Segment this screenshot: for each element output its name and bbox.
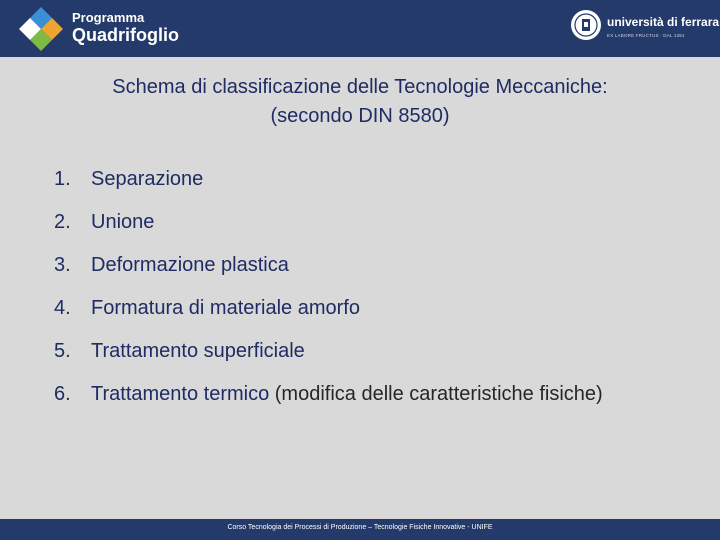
- list-item: [54, 379, 674, 409]
- list-item: [54, 293, 674, 323]
- university-name: università di ferrara: [607, 15, 720, 29]
- list-item-number: 4.: [54, 297, 71, 319]
- list-item-number: 1.: [54, 168, 71, 190]
- list-item-text: Deformazione plastica: [91, 254, 289, 276]
- list-item: [54, 164, 674, 194]
- list-item-extra-note: (modifica delle caratteristiche fisiche): [274, 383, 603, 405]
- list-item-text: Separazione: [91, 168, 204, 190]
- list-item: [54, 207, 674, 237]
- list-item-number: 6.: [54, 383, 71, 405]
- slide-title-line2: (secondo DIN 8580): [270, 105, 450, 127]
- list-item-number: 5.: [54, 340, 71, 362]
- four-leaf-logo-icon: [16, 4, 66, 54]
- footer-bar: [0, 519, 720, 540]
- list-item-text: Trattamento termico: [91, 383, 270, 405]
- list-item: [54, 250, 674, 280]
- list-item-text: Trattamento superficiale: [91, 340, 305, 362]
- list-item-text: Formatura di materiale amorfo: [91, 297, 360, 319]
- slide-title: [20, 73, 700, 131]
- programma-quadrifoglio-logo: [16, 4, 216, 54]
- logo-line-programma: Programma: [72, 10, 145, 25]
- footer-course-text: Corso Tecnologia dei Processi di Produzione – Tecnologie Fisiche Innovative - UNIFE: [227, 524, 493, 531]
- classification-list: [54, 164, 674, 422]
- list-item-number: 2.: [54, 211, 71, 233]
- university-tagline: EX LABORE FRUCTUS · DAL 1391: [607, 33, 685, 38]
- university-seal-icon: [570, 9, 602, 41]
- list-item-number: 3.: [54, 254, 71, 276]
- slide-title-line1: Schema di classificazione delle Tecnologie Meccaniche:: [112, 76, 608, 98]
- list-item-text: Unione: [91, 211, 155, 233]
- header-bar: [0, 0, 720, 57]
- logo-line-quadrifoglio: Quadrifoglio: [72, 25, 179, 45]
- university-logo: [570, 9, 720, 49]
- list-item: [54, 336, 674, 366]
